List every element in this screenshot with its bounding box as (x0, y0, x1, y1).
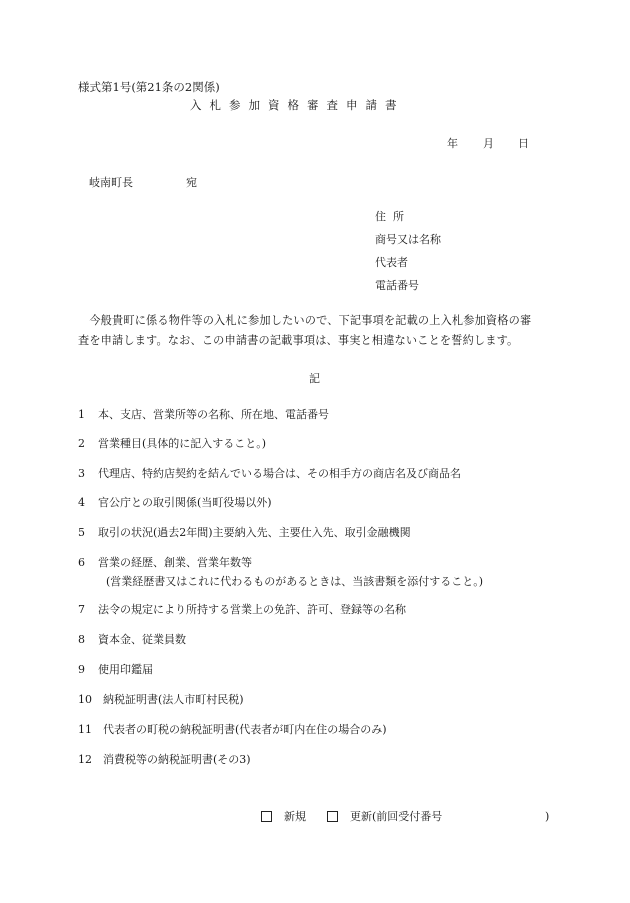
renew-close-paren: ) (545, 810, 550, 823)
item-text: 納税証明書(法人市町村民税) (103, 693, 244, 706)
list-item (78, 754, 251, 765)
applicant-company-label: 商号又は名称 (375, 233, 441, 246)
document-title: 入札参加資格審査申請書 (190, 98, 405, 112)
item-text: 本、支店、営業所等の名称、所在地、電話番号 (98, 408, 329, 421)
applicant-address-label: 住所 (375, 210, 411, 223)
form-number: 様式第1号(第21条の2関係) (78, 80, 220, 94)
list-item (78, 438, 266, 449)
item-6-note: (営業経歴書又はこれに代わるものがあるときは、当該書類を添付すること。) (106, 575, 484, 588)
date-year-label: 年 (447, 137, 458, 150)
item-text: 営業種目(具体的に記入すること。) (98, 437, 267, 450)
item-number: 8 (78, 633, 85, 646)
item-text: 官公庁との取引関係(当町役場以外) (98, 496, 272, 509)
renew-label: 更新(前回受付番号 (350, 810, 443, 823)
new-label: 新規 (284, 810, 306, 823)
item-number: 1 (78, 408, 85, 421)
item-text: 使用印鑑届 (98, 663, 153, 676)
item-number: 9 (78, 663, 85, 676)
list-item (78, 557, 252, 568)
addressee-name: 岐南町長 (89, 176, 133, 189)
list-item (78, 604, 406, 615)
item-text: 法令の規定により所持する営業上の免許、許可、登録等の名称 (98, 603, 406, 616)
item-text: 代表者の町税の納税証明書(代表者が町内在住の場合のみ) (103, 723, 387, 736)
applicant-representative-label: 代表者 (375, 256, 408, 269)
item-number: 3 (78, 467, 85, 480)
application-type-row (261, 811, 442, 822)
date-month-label: 月 (483, 137, 494, 150)
date-day-label: 日 (518, 137, 529, 150)
renew-checkbox[interactable] (327, 811, 338, 822)
item-number: 4 (78, 496, 85, 509)
ki-label: 記 (309, 372, 320, 385)
item-text: 代理店、特約店契約を結んでいる場合は、その相手方の商店名及び商品名 (98, 467, 461, 480)
item-text: 消費税等の納税証明書(その3) (103, 753, 251, 766)
list-item (78, 497, 272, 508)
applicant-phone-label: 電話番号 (375, 279, 419, 292)
list-item (78, 694, 244, 705)
list-item (78, 527, 411, 538)
item-number: 6 (78, 556, 85, 569)
item-number: 5 (78, 526, 85, 539)
item-number: 11 (78, 723, 92, 736)
item-text: 取引の状況(過去2年間)主要納入先、主要仕入先、取引金融機関 (98, 526, 411, 539)
list-item (78, 634, 186, 645)
item-text: 営業の経歴、創業、営業年数等 (98, 556, 252, 569)
item-number: 7 (78, 603, 85, 616)
new-checkbox[interactable] (261, 811, 272, 822)
list-item (78, 409, 329, 420)
list-item (78, 468, 461, 479)
statement-line-1: 今般貴町に係る物件等の入札に参加したいので、下記事項を記載の上入札参加資格の審 (89, 314, 532, 327)
item-number: 2 (78, 437, 85, 450)
item-text: 資本金、従業員数 (98, 633, 186, 646)
list-item (78, 664, 153, 675)
addressee-suffix: 宛 (186, 176, 197, 189)
item-number: 10 (78, 693, 92, 706)
item-number: 12 (78, 753, 92, 766)
list-item (78, 724, 387, 735)
statement-line-2: 査を申請します。なお、この申請書の記載事項は、事実と相違ないことを誓約します。 (78, 334, 519, 347)
